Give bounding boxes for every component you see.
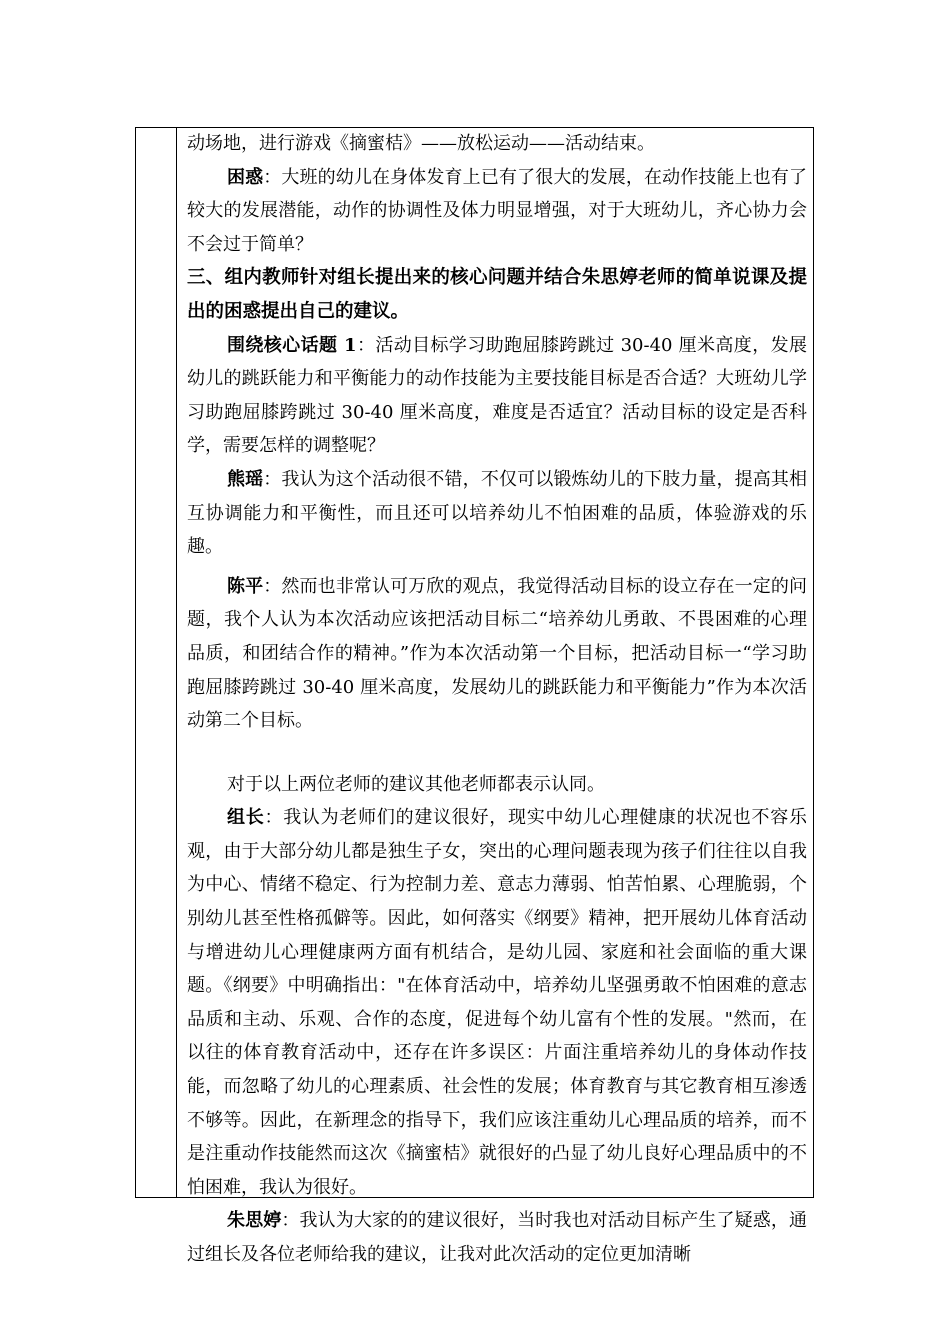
- section-heading-3: 三、组内教师针对组长提出来的核心问题并结合朱思婷老师的简单说课及提出的困惑提出自己的建议。: [187, 267, 807, 322]
- text-chen-ping: ：然而也非常认可万欣的观点，我觉得活动目标的设立存在一定的问题，我个人认为本次活动应该把活动目标二“培养幼儿勇敢、不畏困难的心理品质，和团结合作的精神。”作为本次活动第一个目标，把活动目标一“学习助跑屈膝跨跳过 30-40 厘米高度，发展幼儿的跳跃能力和平衡能力”作为本次活动第二个目标。: [187, 575, 808, 732]
- label-confusion: 困惑: [227, 166, 264, 188]
- text-zhu-siting: ：我认为大家的的建议很好，当时我也对活动目标产生了疑惑，通过组长及各位老师给我的建议，让我对此次活动的定位更加清晰: [187, 1210, 808, 1265]
- paragraph-group-leader: [187, 801, 807, 1204]
- text-group-leader: ：我认为老师们的建议很好，现实中幼儿心理健康的状况也不容乐观，由于大部分幼儿都是独生子女，突出的心理问题表现为孩子们往往以自我为中心、情绪不稳定、行为控制力差、意志力薄弱、怕苦怕累、心理脆弱，个别幼儿甚至性格孤僻等。因此，如何落实《纲要》精神，把开展幼儿体育活动与增进幼儿心理健康两方面有机结合，是幼儿园、家庭和社会面临的重大课题。《纲要》中明确指出："在体育活动中，培养幼儿坚强勇敢不怕困难的意志品质和主动、乐观、合作的态度，促进每个幼儿富有个性的发展。"然而，在以往的体育教育活动中，还存在许多误区：片面注重培养幼儿的身体动作技能，而忽略了幼儿的心理素质、社会性的发展；体育教育与其它教育相互渗透不够等。因此，在新理念的指导下，我们应该注重幼儿心理品质的培养，而不是注重动作技能然而这次《摘蜜桔》就很好的凸显了幼儿良好心理品质中的不怕困难，我认为很好。: [187, 807, 807, 1198]
- column-divider: [176, 127, 177, 1198]
- paragraph-chen-ping: [187, 570, 807, 738]
- label-core-topic-1: 围绕核心话题 1: [227, 334, 357, 356]
- text-confusion: ：大班的幼儿在身体发育上已有了很大的发展，在动作技能上也有了较大的发展潜能，动作的协调性及体力明显增强，对于大班幼儿，齐心协力会不会过于简单？: [187, 166, 808, 255]
- paragraph-xiong-yao: [187, 463, 807, 564]
- label-zhu-siting: 朱思婷: [227, 1210, 282, 1232]
- label-chen-ping: 陈平: [227, 575, 264, 597]
- paragraph-zhu-siting: [187, 1204, 807, 1271]
- paragraph-activity-end: 动场地，进行游戏《摘蜜桔》——放松运动——活动结束。: [187, 133, 655, 154]
- label-xiong-yao: 熊瑶: [227, 468, 264, 490]
- paragraph-confusion: [187, 161, 807, 262]
- paragraph-core-topic-1: [187, 329, 807, 463]
- content-cell: [187, 127, 807, 1272]
- text-xiong-yao: ：我认为这个活动很不错，不仅可以锻炼幼儿的下肢力量，提高其相互协调能力和平衡性，而且还可以培养幼儿不怕困难的品质，体验游戏的乐趣。: [187, 468, 808, 558]
- paragraph-consensus: 对于以上两位老师的建议其他老师都表示认同。: [227, 773, 605, 795]
- label-group-leader: 组长: [227, 807, 265, 829]
- text-core-topic-1: ：活动目标学习助跑屈膝跨跳过 30-40 厘米高度，发展幼儿的跳跃能力和平衡能力的动作技能为主要技能目标是否合适？大班幼儿学习助跑屈膝跨跳过 30-40 厘米高度，难度是否适宜？活动目标的设定是否科学，需要怎样的调整呢？: [187, 334, 807, 457]
